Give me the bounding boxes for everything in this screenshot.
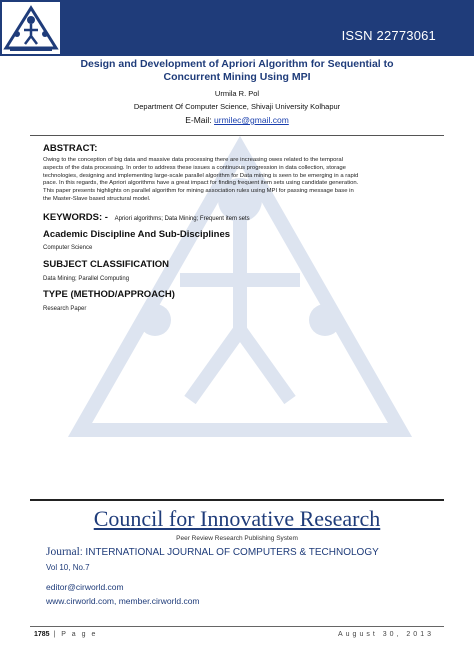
subject-classification-value: Data Mining; Parallel Computing bbox=[43, 276, 130, 282]
abstract-line: This paper presents highlights on parallel algorithm for mining association rules using MPI for passing message base in bbox=[43, 188, 354, 195]
journal-label: Journal bbox=[46, 546, 80, 558]
publication-date: August 30, 2013 bbox=[338, 631, 434, 638]
academic-discipline-value: Computer Science bbox=[43, 245, 93, 251]
paper-title-line-1: Design and Development of Apriori Algorithm for Sequential to bbox=[80, 58, 394, 70]
page-number bbox=[34, 631, 97, 638]
abstract-heading: ABSTRACT: bbox=[43, 143, 98, 154]
author-email-line bbox=[0, 115, 474, 125]
contact-email-link[interactable]: editor@cirworld.com bbox=[46, 582, 124, 592]
cir-logo-icon bbox=[2, 2, 60, 54]
abstract-line: Owing to the conception of big data and massive data processing there are increasing owes related to the temporal bbox=[43, 157, 343, 163]
footer-divider bbox=[30, 499, 444, 501]
page-footer-divider bbox=[30, 626, 444, 627]
paper-title-line-2: Concurrent Mining Using MPI bbox=[163, 71, 311, 83]
contact-website-link[interactable]: www.cirworld.com, member.cirworld.com bbox=[46, 596, 200, 606]
academic-discipline-heading: Academic Discipline And Sub-Disciplines bbox=[43, 229, 231, 240]
issn-number: ISSN 22773061 bbox=[341, 28, 436, 43]
subject-classification-heading: SUBJECT CLASSIFICATION bbox=[43, 259, 169, 270]
author-email-link[interactable]: urmilec@gmail.com bbox=[214, 115, 289, 125]
abstract-line: the Master-Slave based structural model. bbox=[43, 195, 151, 202]
journal-name: : INTERNATIONAL JOURNAL OF COMPUTERS & TECHNOLOGY bbox=[79, 547, 379, 558]
journal-line bbox=[46, 546, 379, 558]
abstract-line: technologies, designing and implementing large-scale parallel algorithm for Data mining is seen to be emerging in a rapid bbox=[43, 172, 359, 179]
abstract-text bbox=[43, 157, 433, 204]
email-label: E-Mail: bbox=[185, 115, 212, 125]
council-title: Council for Innovative Research bbox=[93, 506, 381, 531]
keywords-value: Apriori algorithms; Data Mining; Frequent item sets bbox=[114, 216, 250, 222]
author-department: Department Of Computer Science, Shivaji University Kolhapur bbox=[133, 102, 341, 111]
peer-review-tagline: Peer Review Research Publishing System bbox=[176, 535, 298, 542]
keywords-row bbox=[43, 212, 250, 223]
type-value: Research Paper bbox=[43, 306, 87, 312]
paper-title bbox=[40, 58, 434, 84]
keywords-heading: KEYWORDS: - bbox=[43, 212, 108, 223]
abstract-line: pace. In this regards, the Apriori algorithms have a great impact for finding frequent item sets using candidate generation. bbox=[43, 180, 359, 187]
author-name: Urmila R. Pol bbox=[214, 89, 260, 98]
abstract-line: aspects of the data processing. In order to address these issues a continuous progression in data collection, storage bbox=[43, 164, 346, 171]
type-heading: TYPE (METHOD/APPROACH) bbox=[43, 289, 175, 300]
journal-volume: Vol 10, No.7 bbox=[46, 563, 90, 572]
page-number-value: 1785 bbox=[34, 631, 50, 638]
divider bbox=[30, 135, 444, 136]
page-label: | P a g e bbox=[49, 631, 98, 638]
